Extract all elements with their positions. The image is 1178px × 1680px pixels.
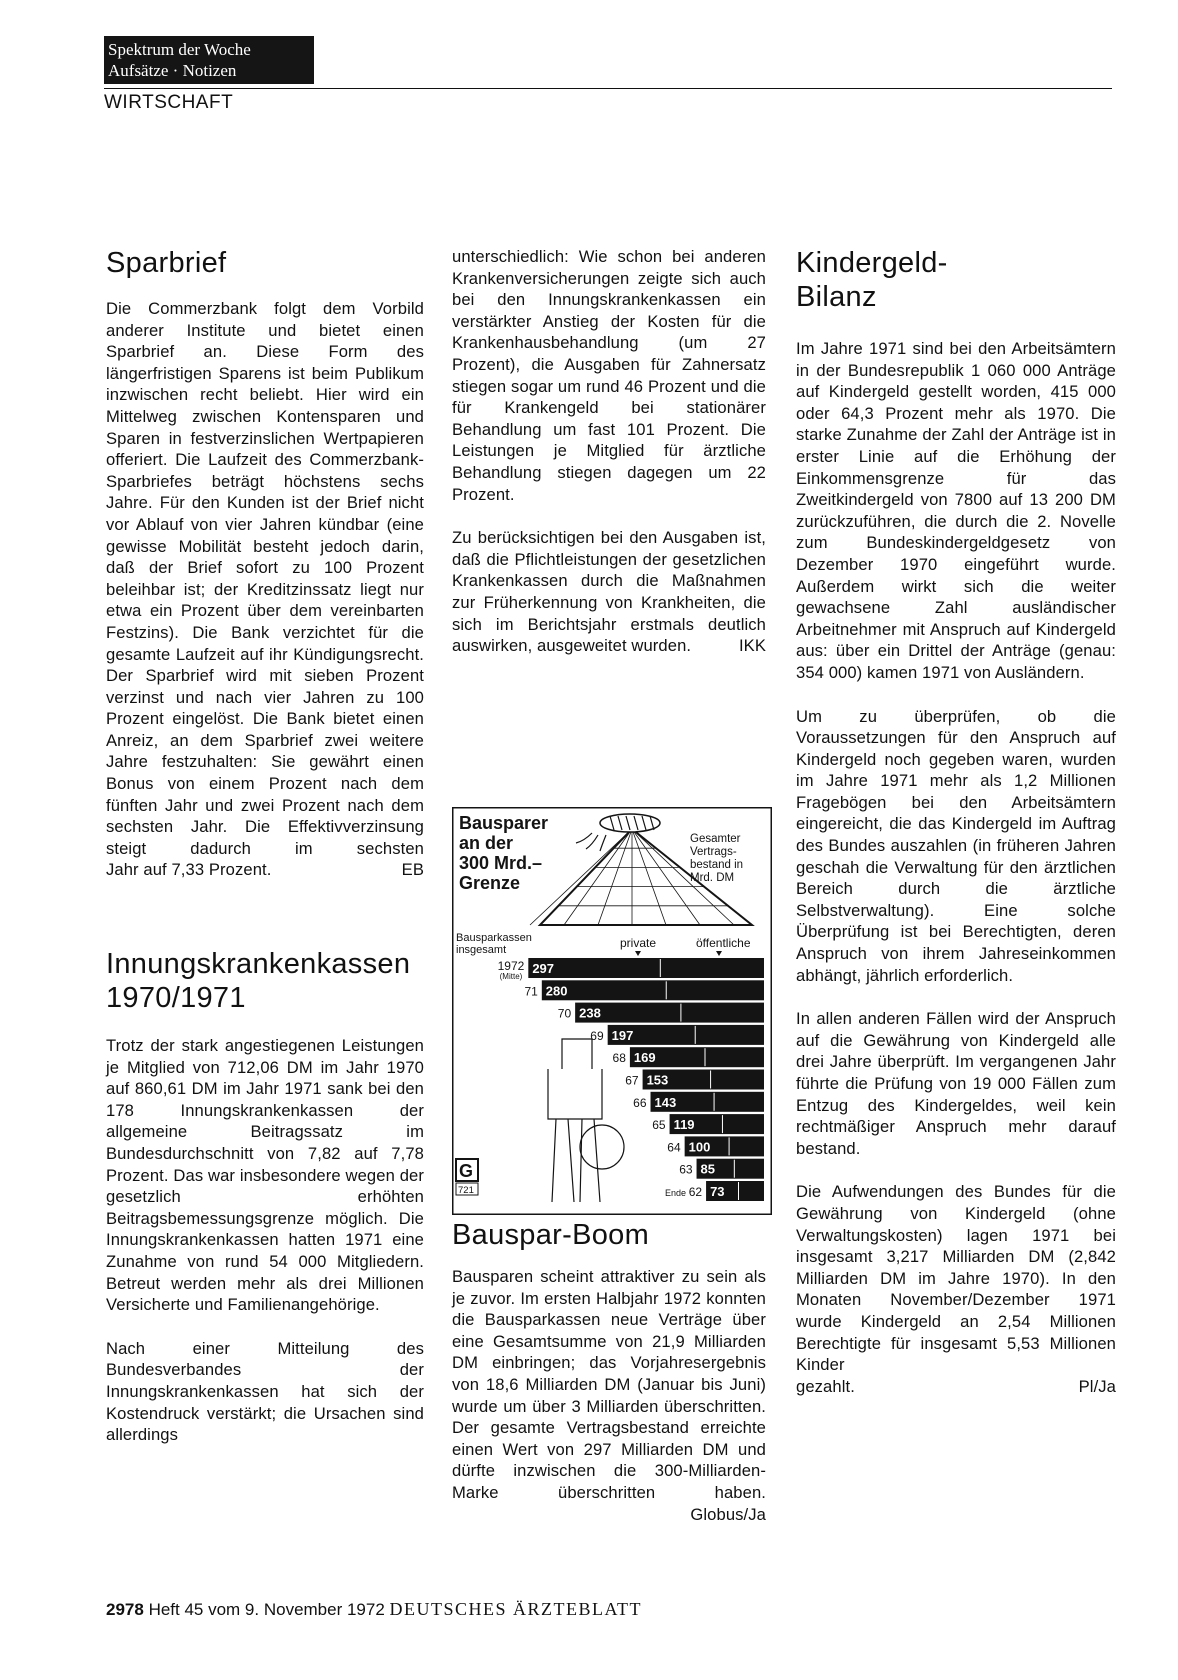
roof-label-line: bestand in xyxy=(690,859,744,871)
motion-lines xyxy=(576,833,606,851)
section-label: WIRTSCHAFT xyxy=(104,92,234,113)
bar-value-1972: 297 xyxy=(532,961,555,976)
header-rule xyxy=(104,88,1112,89)
chart-title-line: an der xyxy=(459,833,514,853)
figure-arm xyxy=(562,1039,592,1069)
legend-public-marker xyxy=(716,951,722,956)
innungs-last-line xyxy=(452,635,766,657)
chart-title-line: 300 Mrd.– xyxy=(459,853,543,873)
bauspar-body: Bausparen scheint attraktiver zu sein als je zuvor. Im ersten Halbjahr 1972 konnten die Bausparkassen neue Verträge über eine Gesamtsumme von 21,9 Milliarden DM einbringen; das Vorjahresergebnis von 18,6 Milliarden DM (Januar bis Juni) wurde um über 3 Milliarden überschritten. Der gesamte Vertragsbestand erreichte einen Wert von 297 Milliarden DM und dürfte inzwischen die 300-Milliarden-Marke überschritten haben. xyxy=(452,1267,766,1502)
roof-label-line: Mrd. DM xyxy=(690,872,735,884)
header-box-line2: Aufsätze · Notizen xyxy=(108,61,237,80)
category-label-71: 71 xyxy=(524,984,538,999)
bar-value-68: 169 xyxy=(633,1050,656,1066)
page-number: 2978 xyxy=(106,1600,144,1619)
left-label-line: Bausparkassen xyxy=(456,932,532,944)
innungs-para4: Zu berücksichtigen bei den Ausgaben ist, daß die Pflichtleistungen der gesetzlichen Krankenkassen durch die Maßnahmen zur Früherkennung von Krankheiten, die sich im Berichtsjahr erstmals deutlich xyxy=(452,528,766,634)
category-label-66: 66 xyxy=(633,1095,647,1110)
category-label-62: 62 xyxy=(688,1185,703,1199)
roof-grid-line xyxy=(530,829,632,925)
category-label-1972: 1972 xyxy=(497,959,525,973)
roof-label-line: Gesamter xyxy=(690,833,741,845)
bar-value-65: 119 xyxy=(673,1117,695,1133)
category-label-64: 64 xyxy=(667,1140,681,1155)
column-2 xyxy=(452,246,766,657)
bauspar-chart xyxy=(452,807,772,1215)
bar-value-67: 153 xyxy=(646,1072,669,1088)
kindergeld-para1: Im Jahre 1971 sind bei den Arbeitsämtern in der Bundesrepublik 1 060 000 Anträge auf Kindergeld gestellt worden, 415 000 oder 64,3 Prozent mehr als 1970. Die starke Zunahme der Zahl der Anträge ist in erster Linie auf die Erhöhung der Einkommensgrenze für das Zweitkindergeld von 7800 auf 13 200 DM zurückzuführen, die durch die 2. Novelle zum Bundeskindergeldgesetz von Dezember 1970 eingeführt wurde. Außerdem wirkt sich die weiter gewachsene Zahl ausländischer Arbeitnehmer mit Anspruch auf Kindergeld aus: über ein Drittel der Anträge (genau: 354 000) kamen 1971 von Ausländern. xyxy=(796,339,1116,682)
publication-name: DEUTSCHES ÄRZTEBLATT xyxy=(389,1599,643,1619)
bar-value-62: 73 xyxy=(710,1184,725,1199)
bauspar-signature: Globus/Ja xyxy=(690,1504,766,1524)
kindergeld-last-line xyxy=(796,1376,1116,1398)
bar-value-71: 280 xyxy=(545,983,568,999)
innungs-last-text: auswirken, ausgeweitet wurden. xyxy=(452,636,692,656)
kindergeld-title-line1: Kindergeld- xyxy=(796,247,948,279)
issue-info: Heft 45 vom 9. November 1972 xyxy=(148,1600,385,1619)
innungs-para3: unterschiedlich: Wie schon bei anderen Krankenversicherungen zeigte sich auch bei den Innungskrankenkassen ein verstärkter Anstieg der Kosten für die Krankenhausbehandlung (um 27 Prozent), die Ausgaben für Zahnersatz stiegen sogar um rund 46 Prozent und die für Krankengeld bei stationärer Behandlung um fast 101 Prozent. Die Leistungen je Mitglied für ärztliche Behandlung stiegen dagegen um 22 Prozent. xyxy=(452,247,766,504)
bauspar-title: Bauspar-Boom xyxy=(452,1219,650,1251)
kindergeld-para3: In allen anderen Fällen wird der Anspruch auf die Gewährung von Kindergeld alle drei Jahre überprüft. Im vergangenen Jahr führte die Prüfung von 19 000 Fällen zum Entzug des Kindergeldes, weil kein rechtmäßiger Anspruch mehr darauf bestand. xyxy=(796,1009,1116,1158)
column-1 xyxy=(106,246,424,1446)
bauspar-signature-line xyxy=(452,1504,766,1526)
innungs-para2: Nach einer Mitteilung des Bundesverbandes der Innungskrankenkassen hat sich der Kostendruck verstärkt; die Ursachen sind allerdings xyxy=(106,1338,424,1445)
sparbrief-body: Die Commerzbank folgt dem Vorbild anderer Institute und bietet einen Sparbrief an. Diese Form des längerfristigen Sparens ist beim Publikum inzwischen recht beliebt. Hier wird ein Mittelweg zwischen Kontensparen und Sparen in festverzinslichen Wertpapieren offeriert. Die Laufzeit des Commerzbank-Sparbriefes beträgt höchstens sechs Jahre. Für den Kunden ist der Brief nicht vor Ablauf von vier Jahren kündbar (eine gewisse Mobilität besteht jedoch darin, daß der Brief sofort zu 100 Prozent beleihbar ist; der Kreditzinssatz liegt nur etwa ein Prozent über dem vereinbarten Festzins). Die Bank verzichtet für die gesamte Laufzeit auf ihr Kündigungsrecht. Der Sparbrief wird mit sieben Prozent verzinst und nach vier Jahren zu 100 Prozent eingelöst. Die Bank bietet einen Anreiz, an dem Sparbrief zwei weitere Jahre festzuhalten: Sie gewährt einen Bonus von einem Prozent nach dem fünften Jahr und zwei Prozent nach dem sechsten Jahr. Die Effektivverzinsung steigt dadurch im sechsten xyxy=(106,299,424,858)
header-box-line1: Spektrum der Woche xyxy=(108,40,251,59)
innungs-para1: Trotz der stark angestiegenen Leistungen je Mitglied von 712,06 DM im Jahr 1970 auf 860,61 DM im Jahr 1971 sank bei den 178 Innungskrankenkassen der allgemeine Beitragssatz im Bundesdurchschnitt von 7,82 auf 7,78 Prozent. Das war insbesondere wegen der gesetzlich erhöhten Beitragsbemessungsgrenze möglich. Die Innungskrankenkassen hatten 1971 eine Zunahme von rund 54 000 Mitgliedern. Betreut werden mehr als drei Millionen Versicherte und Familienangehörige. xyxy=(106,1036,424,1315)
category-label-65: 65 xyxy=(652,1118,666,1133)
bar-value-66: 143 xyxy=(654,1094,677,1110)
figure-legs xyxy=(552,1119,600,1202)
column-2-lower xyxy=(452,1218,766,1525)
category-label-68: 68 xyxy=(612,1051,626,1066)
category-label-70: 70 xyxy=(557,1006,572,1021)
category-note-62: Ende xyxy=(665,1188,687,1198)
roof-label-line: Vertrags- xyxy=(690,846,737,858)
kindergeld-last-text: gezahlt. xyxy=(796,1376,855,1396)
category-label-69: 69 xyxy=(590,1028,604,1043)
page-footer xyxy=(106,1599,642,1620)
innungs-title-line2: 1970/1971 xyxy=(106,982,246,1015)
chart-title-line: Grenze xyxy=(459,873,521,893)
bar-value-63: 85 xyxy=(700,1161,716,1177)
kindergeld-para2: Um zu überprüfen, ob die Voraussetzungen für den Anspruch auf Kindergeld noch gegeben waren, wurden im Jahre 1971 mehr als 1,2 Millionen Fragebögen bei den Arbeitsämtern eingereicht, die das Kindergeld im Auftrag des Bundes auszahlen (in früheren Jahren geschah die Verwaltung für den ärztlichen Bereich durch die ärztliche Selbstverwaltung). Eine solche Überprüfung ist bei Berechtigten, deren Anspruch von ihrem Jahreseinkommen abhängt, jährlich erforderlich. xyxy=(796,706,1116,985)
globus-number: 721 xyxy=(458,1185,474,1196)
bar-value-70: 238 xyxy=(579,1005,601,1021)
legend-public: öffentliche xyxy=(696,936,751,950)
section-header-box xyxy=(104,36,314,84)
innungs-signature: IKK xyxy=(738,636,766,656)
left-label-line: insgesamt xyxy=(456,944,507,956)
sparbrief-last-text: Jahr auf 7,33 Prozent. xyxy=(106,860,272,880)
kindergeld-signature: Pl/Ja xyxy=(1078,1376,1116,1396)
category-note-1972: (Mitte) xyxy=(499,972,523,981)
bar-value-69: 197 xyxy=(611,1027,634,1043)
innungs-title-line1: Innungskrankenkassen xyxy=(106,948,411,981)
kindergeld-para4: Die Aufwendungen des Bundes für die Gewährung von Kindergeld (ohne Verwaltungskosten) lagen 1971 bei insgesamt 3,217 Milliarden DM (2,842 Milliarden DM im Jahre 1970). In den Monaten November/Dezember 1971 wurde Kindergeld an 2,54 Millionen Berechtigte für insgesamt 5,53 Millionen Kinder xyxy=(796,1182,1116,1375)
sparbrief-signature: EB xyxy=(401,860,424,880)
roof-grid-line xyxy=(564,829,632,925)
figure-body xyxy=(548,1069,602,1119)
legend-private-marker xyxy=(635,951,641,956)
category-label-63: 63 xyxy=(679,1162,693,1177)
globus-logo-letter: G xyxy=(459,1161,474,1181)
bar-value-64: 100 xyxy=(688,1139,711,1155)
bauspar-chart-svg xyxy=(452,807,772,1215)
column-3 xyxy=(796,246,1116,1397)
figure-ball xyxy=(580,1125,624,1169)
chart-title-line: Bausparer xyxy=(459,813,549,833)
sparbrief-last-line xyxy=(106,859,424,881)
category-label-67: 67 xyxy=(625,1073,639,1088)
sparbrief-title: Sparbrief xyxy=(106,247,227,279)
legend-private: private xyxy=(620,936,657,950)
kindergeld-title-line2: Bilanz xyxy=(796,281,877,313)
